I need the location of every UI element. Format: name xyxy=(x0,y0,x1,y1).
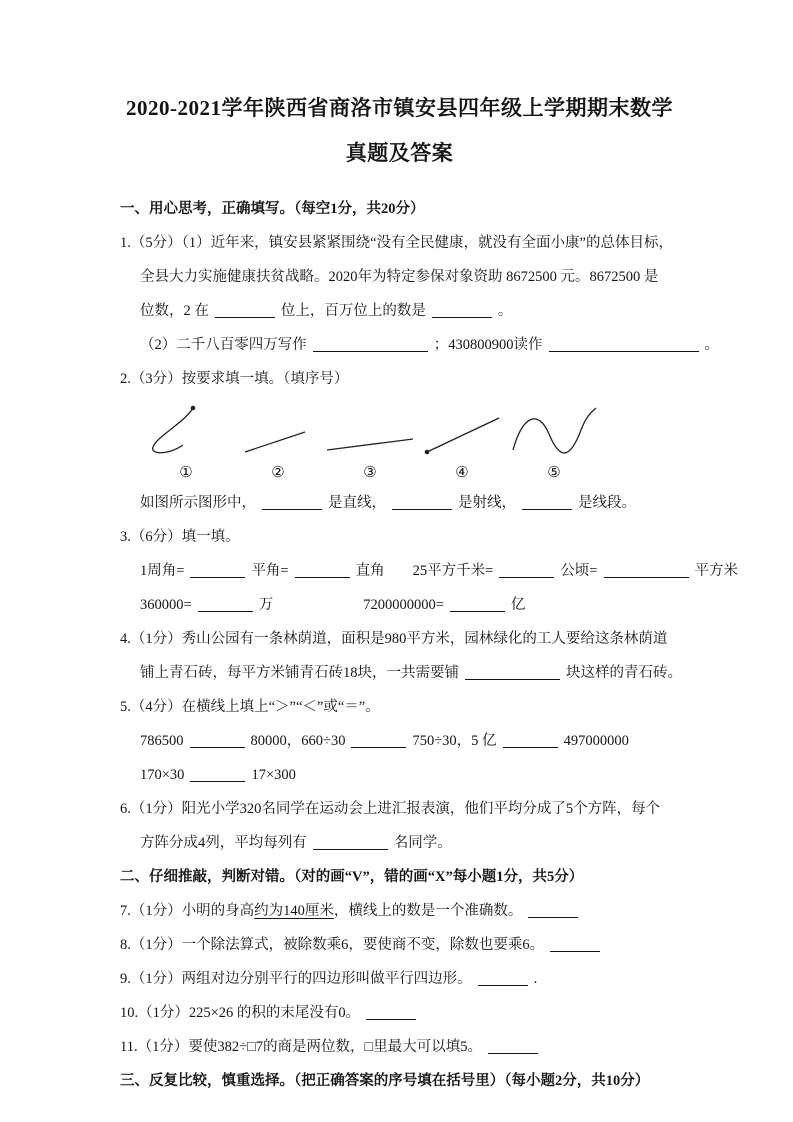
fill-blank xyxy=(190,767,245,782)
q3-text: 平方米 xyxy=(694,563,738,579)
fill-blank xyxy=(549,337,699,352)
q5-text: 170×30 xyxy=(140,767,185,783)
q1-text: （2）二千八百零四万写作 xyxy=(140,337,307,353)
question-4-line-1: 4.（1分）秀山公园有一条林荫道，面积是980平方米，园林绿化的工人要给这条林荫道 xyxy=(120,631,668,647)
question-3-line-2 xyxy=(140,554,738,588)
question-3-line-3 xyxy=(140,588,679,622)
figure-shape-1 xyxy=(140,402,232,484)
section-1-heading: 一、用心思考，正确填写。（每空1分，共20分） xyxy=(120,201,425,217)
section-2-heading: 二、仔细推敲，判断对错。（对的画“V”，错的画“X”每小题1分，共5分） xyxy=(120,869,584,885)
line-segment-icon xyxy=(233,402,323,462)
fill-blank xyxy=(366,1005,416,1020)
fill-blank xyxy=(313,337,428,352)
q1-text: 位上，百万位上的数是 xyxy=(280,303,426,319)
section-3-heading: 三、反复比较，慎重选择。（把正确答案的序号填在括号里）（每小题2分，共10分） xyxy=(120,1073,650,1089)
fill-blank xyxy=(488,1039,538,1054)
q9-text: . xyxy=(533,971,538,987)
q3-text: 7200000000= xyxy=(363,597,444,613)
q6-text: 名同学。 xyxy=(393,835,452,851)
q5-text: 497000000 xyxy=(563,733,629,749)
wavy-curve-icon xyxy=(509,402,599,462)
question-3-line-1: 3.（6分）填一填。 xyxy=(120,529,240,545)
q1-text: 位数，2 在 xyxy=(140,303,209,319)
fill-blank xyxy=(503,733,558,748)
fill-blank xyxy=(392,495,452,510)
fill-blank xyxy=(550,937,600,952)
fill-blank xyxy=(351,733,406,748)
q4-text: 铺上青石砖，每平方米铺青石砖18块，一共需要铺 xyxy=(140,665,459,681)
fill-blank xyxy=(499,563,554,578)
title-line-2: 真题及答案 xyxy=(345,141,454,165)
q3-text: 平角= xyxy=(251,563,289,579)
question-1-line-1: 1.（5分）（1）近年来，镇安县紧紧围绕“没有全民健康，就没有全面小康”的总体目标， xyxy=(120,235,673,251)
q10-text: 10.（1分）225×26 的积的末尾没有0。 xyxy=(120,1005,361,1021)
figure-shape-3 xyxy=(324,402,416,484)
q1-text: 。 xyxy=(704,337,719,353)
question-8 xyxy=(120,928,679,962)
title-line-1: 2020-2021学年陕西省商洛市镇安县四年级上学期期末数学 xyxy=(126,96,673,120)
question-5-line-1: 5.（4分）在横线上填上“＞”“＜”或“＝”。 xyxy=(120,699,380,715)
fill-blank xyxy=(450,597,505,612)
question-1-line-3 xyxy=(140,294,679,328)
fill-blank xyxy=(465,665,560,680)
q11-text: 11.（1分）要使382÷□7的商是两位数，□里最大可以填5。 xyxy=(120,1039,483,1055)
fill-blank xyxy=(198,597,253,612)
q2-text: 是直线， xyxy=(328,495,386,511)
fill-blank xyxy=(604,563,689,578)
q4-text: 块这样的青石砖。 xyxy=(566,665,682,681)
curve-with-endpoint-icon xyxy=(141,402,231,462)
q3-text: 25平方千米= xyxy=(412,563,494,579)
q8-text: 8.（1分）一个除法算式，被除数乘6，要使商不变，除数也要乘6。 xyxy=(120,937,545,953)
q3-text: 直角 xyxy=(355,563,385,579)
figure-label-5: ⑤ xyxy=(547,465,561,481)
question-2-figure xyxy=(140,402,602,484)
q5-text: 786500 xyxy=(140,733,184,749)
q5-text: 17×300 xyxy=(251,767,296,783)
question-6-line-2 xyxy=(140,826,679,860)
question-7 xyxy=(120,894,679,928)
question-10 xyxy=(120,996,679,1030)
q2-text: 是射线， xyxy=(458,495,516,511)
fill-blank xyxy=(295,563,350,578)
fill-blank xyxy=(262,495,322,510)
fill-blank xyxy=(215,303,275,318)
fill-blank xyxy=(522,495,572,510)
fill-blank xyxy=(478,971,528,986)
q2-text: 是线段。 xyxy=(578,495,636,511)
q6-text: 方阵分成4列，平均每列有 xyxy=(140,835,307,851)
q7-underlined-text: 约为140厘米 xyxy=(254,903,334,919)
q9-text: 9.（1分）两组对边分别平行的四边形叫做平行四边形。 xyxy=(120,971,472,987)
fill-blank xyxy=(190,563,245,578)
q1-text: ；430800900读作 xyxy=(433,337,543,353)
q1-text: 。 xyxy=(497,303,513,319)
straight-line-icon xyxy=(325,402,415,462)
fill-blank xyxy=(313,835,388,850)
q3-text: 1周角= xyxy=(140,563,185,579)
question-2-line-1: 2.（3分）按要求填一填。（填序号） xyxy=(120,371,349,387)
q3-text: 360000= xyxy=(140,597,192,613)
figure-label-4: ④ xyxy=(455,465,469,481)
question-9 xyxy=(120,962,679,996)
figure-shape-4 xyxy=(416,402,508,484)
figure-shape-2 xyxy=(232,402,324,484)
question-4-line-2 xyxy=(140,656,682,690)
fill-blank xyxy=(528,903,578,918)
figure-label-1: ① xyxy=(179,465,193,481)
fill-blank xyxy=(432,303,492,318)
q3-text: 万 xyxy=(258,597,274,613)
figure-shape-5 xyxy=(508,402,600,484)
question-11 xyxy=(120,1030,679,1064)
q5-text: 750÷30，5 亿 xyxy=(412,733,497,749)
ray-icon xyxy=(417,402,507,462)
q3-text: 亿 xyxy=(510,597,526,613)
page-title xyxy=(120,86,679,176)
q7-text: ，横线上的数是一个准确数。 xyxy=(333,903,523,919)
question-2-line-2 xyxy=(140,486,679,520)
figure-label-2: ② xyxy=(271,465,285,481)
question-1-line-4 xyxy=(140,328,719,362)
question-5-line-2 xyxy=(140,724,679,758)
q7-text: 7.（1分）小明的身高 xyxy=(120,903,255,919)
figure-label-3: ③ xyxy=(363,465,377,481)
question-5-line-3 xyxy=(140,758,679,792)
question-1-line-2: 全县大力实施健康扶贫战略。2020年为特定参保对象资助 8672500 元。8672500 是 xyxy=(140,269,659,285)
q2-text: 如图所示图形中， xyxy=(140,495,256,511)
q3-text: 公顷= xyxy=(560,563,598,579)
fill-blank xyxy=(190,733,245,748)
question-6-line-1: 6.（1分）阳光小学320名同学在运动会上进汇报表演，他们平均分成了5个方阵，每个 xyxy=(120,801,661,817)
q5-text: 80000，660÷30 xyxy=(250,733,346,749)
